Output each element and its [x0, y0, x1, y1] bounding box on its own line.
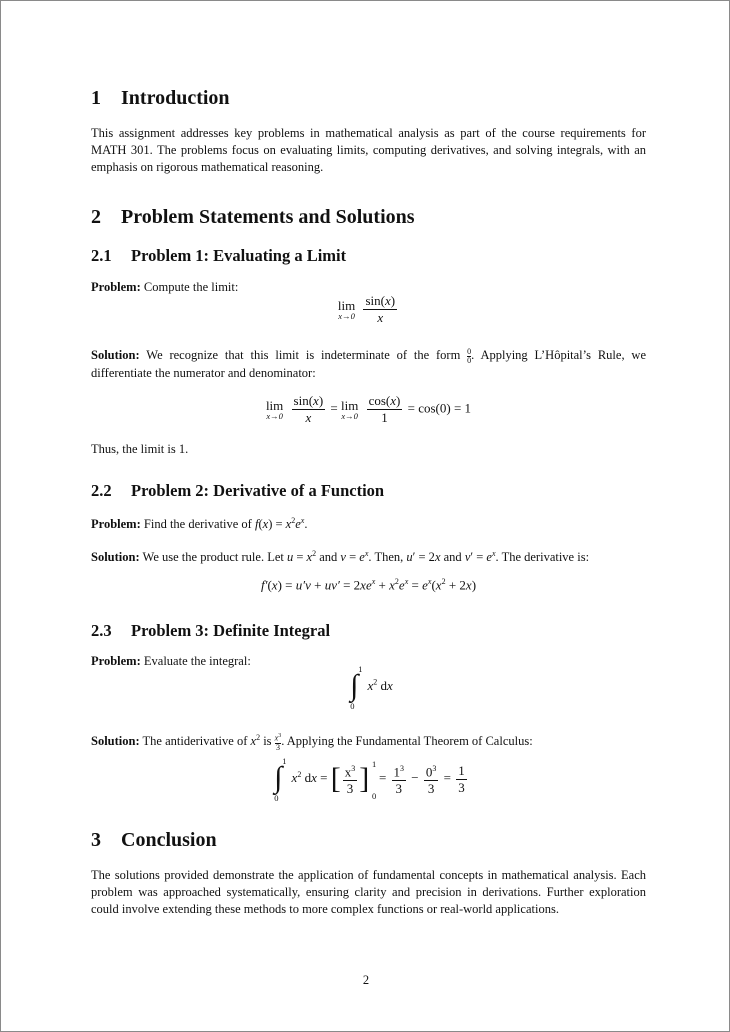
solution-text: We recognize that this limit is indeterminate of the form [146, 348, 461, 362]
equation-limit-problem: lim x→0 $\frac{\sin(x)}{x}$ [337, 293, 396, 325]
problem-3-solution: Solution: The antiderivative of $x^2$ is $\frac{x^3}{3}$ . Applying the Fundamental Theorem of Calculus: [91, 733, 533, 753]
solution-text: is [263, 734, 272, 749]
subsection-heading-limit [91, 246, 346, 266]
equation-integral-solution: ∫ 1 0 $x^2$ dx = [ $\frac{x^3}{3}$ ] 1 0 = $\frac{1^3}{3}$ − $\frac{0^3}{3}$ = $\frac{1}{3}$ [274, 756, 465, 804]
solution-text: We use the product rule. Let [142, 550, 284, 565]
section-heading-introduction [91, 87, 230, 110]
page-number: 2 [362, 973, 370, 987]
solution-text: . Then, [368, 550, 404, 565]
solution-label: Solution: [91, 348, 140, 362]
solution-text: The antiderivative of [142, 734, 248, 749]
subsection-heading-derivative [91, 481, 384, 501]
problem-1-solution [91, 347, 646, 382]
solution-text: . Applying the Fundamental Theorem of Calculus: [281, 734, 533, 749]
problem-text: Find the derivative of [143, 517, 252, 532]
subsection-title: Problem 1: Evaluating a Limit [131, 246, 347, 265]
solution-text: . The derivative is: [495, 550, 590, 565]
section-number: 3 [91, 829, 101, 851]
subsection-number: 2.3 [91, 621, 112, 640]
problem-2-statement: Problem: Find the derivative of $f(x) = x^2e^x$. [91, 516, 308, 532]
section-heading-problems [91, 206, 415, 229]
problem-text: Evaluate the integral: [143, 654, 251, 668]
solution-label: Solution: [91, 550, 140, 565]
section-number: 1 [91, 87, 101, 109]
subsection-title: Problem 3: Definite Integral [131, 621, 331, 640]
problem-text: Compute the limit: [143, 280, 239, 294]
problem-1-conclusion: Thus, the limit is 1. [91, 442, 189, 456]
equation-integral-problem: ∫ 1 0 $x^2$ dx [350, 664, 393, 711]
section-title: Problem Statements and Solutions [121, 206, 415, 228]
problem-3-statement [91, 653, 646, 670]
equation-product-rule: $f'(x) = u'v + uv' = 2xe^x + x^2e^x = e^x(x^2 + 2x)$ [260, 577, 477, 593]
equation-lhopital: lim x→0 $\frac{\sin(x)}{x}$ = lim x→0 $\frac{\cos(x)}{1}$ = cos(0) = 1 [265, 393, 472, 425]
subsection-number: 2.1 [91, 246, 112, 265]
section-number: 2 [91, 206, 101, 228]
section-title: Conclusion [121, 829, 217, 851]
problem-2-solution: Solution: We use the product rule. Let $u = x^2$ and $v = e^x$. Then, u′ = 2x and $v' = e^x$. The derivative is: [91, 549, 590, 565]
subsection-title: Problem 2: Derivative of a Function [131, 481, 385, 500]
section-title: Introduction [121, 87, 230, 109]
section-heading-conclusion [91, 829, 217, 852]
solution-text: . Applying L’Hôpital’s Rule, we differentiate the numerator and denominator: [91, 348, 647, 380]
problem-label: Problem: [91, 654, 141, 668]
subsection-number: 2.2 [91, 481, 112, 500]
solution-text: and [443, 550, 462, 565]
subsection-heading-integral [91, 621, 330, 641]
problem-label: Problem: [91, 517, 141, 532]
antiderivative-fraction: $\frac{x^3}{3}$ [274, 733, 282, 753]
indeterminate-form: $\frac{0}{0}$ [467, 346, 472, 365]
conclusion-paragraph: The solutions provided demonstrate the application of fundamental concepts in mathematical analysis. Each problem was approached systematically, ensuring clarity and precision in derivations. Further exploration could involve extending these methods to more complex functions or real-world applications. [91, 868, 646, 916]
solution-label: Solution: [91, 734, 140, 749]
introduction-paragraph: This assignment addresses key problems in mathematical analysis as part of the course requirements for MATH 301. The problems focus on evaluating limits, computing derivatives, and solving integrals, with an emphasis on rigorous mathematical reasoning. [91, 126, 646, 174]
problem-label: Problem: [91, 280, 141, 294]
solution-text: and [319, 550, 338, 565]
